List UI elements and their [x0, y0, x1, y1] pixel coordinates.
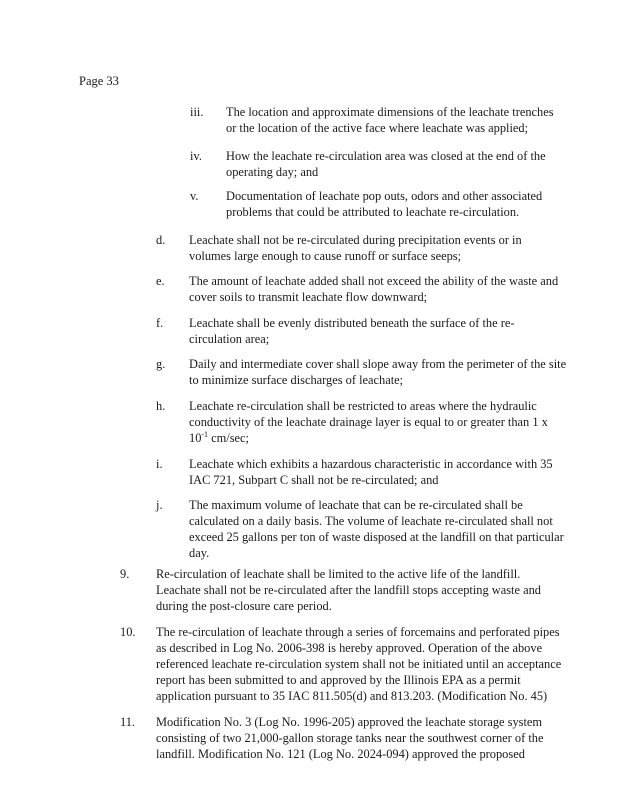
item-marker: iii. [190, 105, 204, 119]
item-marker: 9. [120, 567, 130, 581]
item-marker: i. [156, 457, 163, 471]
item-marker: iv. [190, 149, 202, 163]
item-text: The re-circulation of leachate through a series of forcemains and perforated pipes as described in Log No. 2006-398 is hereby approved. Operation of the above referenced leachate re-circulation system shall not be initiated until an acceptance report has been submitted to and approved by the Illinois EPA as a permit application pursuant to 35 IAC 811.505(d) and 813.203. (Modification No. 45) [156, 625, 562, 703]
item-text [189, 398, 579, 446]
item-text: The amount of leachate added shall not exceed the ability of the waste and cover soils to transmit leachate flow downward; [189, 274, 559, 304]
page-header: Page 33 [79, 74, 119, 88]
item-text: How the leachate re-circulation area was closed at the end of the operating day; and [226, 149, 546, 179]
item-marker: j. [156, 498, 163, 512]
item-marker: v. [190, 189, 199, 203]
item-text: Leachate shall be evenly distributed beneath the surface of the re- circulation area; [189, 316, 515, 346]
item-marker: d. [156, 233, 166, 247]
item-marker: e. [156, 274, 165, 288]
item-text: Daily and intermediate cover shall slope away from the perimeter of the site to minimize surface discharges of leachate; [189, 357, 567, 387]
item-marker: 11. [120, 715, 136, 729]
item-marker: g. [156, 357, 166, 371]
item-text: Leachate shall not be re-circulated during precipitation events or in volumes large enough to cause runoff or surface seeps; [189, 233, 522, 263]
item-text: Documentation of leachate pop outs, odors and other associated problems that could be attributed to leachate re-circulation. [226, 189, 543, 219]
item-text: Leachate which exhibits a hazardous characteristic in accordance with 35 IAC 721, Subpart C shall not be re-circulated; and [189, 457, 553, 487]
exponent-superscript: -1 [201, 430, 209, 439]
item-text-tail: cm/sec; [208, 431, 250, 445]
item-marker: 10. [120, 625, 136, 639]
item-text: Modification No. 3 (Log No. 1996-205) approved the leachate storage system consisting of two 21,000-gallon storage tanks near the southwest corner of the landfill. Modification No. 121 (Log No. 2024-094) approved the proposed [156, 715, 544, 761]
item-text-main: Leachate re-circulation shall be restricted to areas where the hydraulic conductivity of the leachate drainage layer is equal to or greater than 1 x 10 [189, 399, 548, 445]
item-text: Re-circulation of leachate shall be limited to the active life of the landfill. Leachate shall not be re-circulated after the landfill stops accepting waste and during the post-closure care period. [156, 567, 541, 613]
item-marker: f. [156, 316, 164, 330]
item-marker: h. [156, 399, 166, 413]
item-text: The location and approximate dimensions of the leachate trenches or the location of the active face where leachate was applied; [226, 105, 554, 135]
item-text: The maximum volume of leachate that can be re-circulated shall be calculated on a daily basis. The volume of leachate re-circulated shall not exceed 25 gallons per ton of waste disposed at the landfill on that particular day. [189, 498, 564, 560]
